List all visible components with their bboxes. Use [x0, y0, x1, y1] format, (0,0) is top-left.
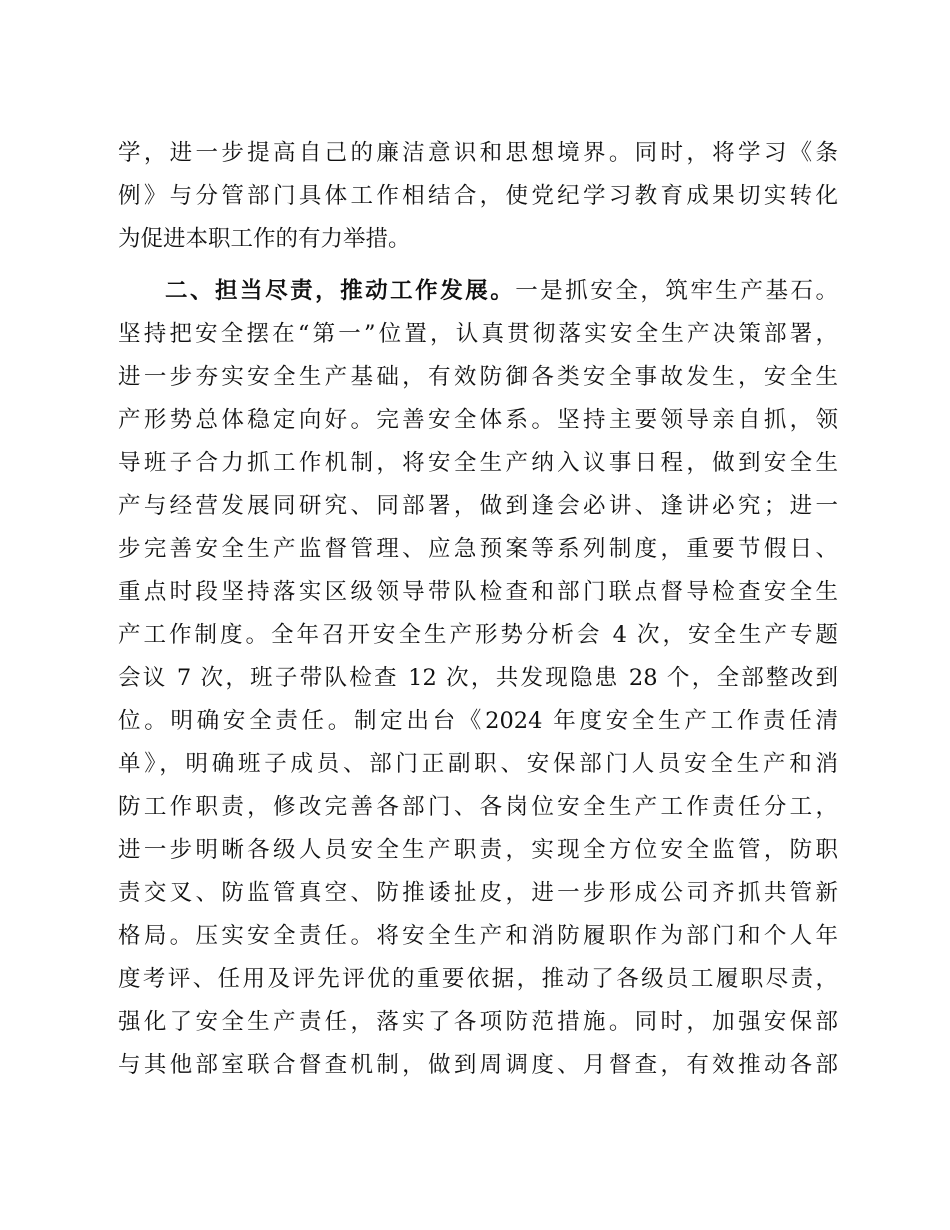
- text-line: 会议 7 次，班子带队检查 12 次，共发现隐患 28 个，全部整改到: [118, 665, 838, 691]
- text-line: 产形势总体稳定向好。完善安全体系。坚持主要领导亲自抓，领: [118, 407, 838, 433]
- text-line: 进一步明晰各级人员安全生产职责，实现全方位安全监管，防职: [118, 837, 838, 863]
- document-body: [118, 132, 838, 1087]
- text-line: 防工作职责，修改完善各部门、各岗位安全生产工作责任分工，: [118, 794, 838, 820]
- text-line: 强化了安全生产责任，落实了各项防范措施。同时，加强安保部: [118, 1009, 838, 1035]
- text-line: 步完善安全生产监督管理、应急预案等系列制度，重要节假日、: [118, 536, 838, 562]
- text-line-first: [118, 270, 838, 313]
- section-heading: 二、担当尽责，推动工作发展。: [165, 278, 516, 304]
- paragraph-section-two: [118, 270, 838, 1087]
- text-line: 产与经营发展同研究、同部署，做到逢会必讲、逢讲必究；进一: [118, 493, 838, 519]
- text-line: 度考评、任用及评先评优的重要依据，推动了各级员工履职尽责，: [118, 966, 838, 992]
- text-line: 学，进一步提高自己的廉洁意识和思想境界。同时，将学习《条: [118, 140, 838, 166]
- text-line: 导班子合力抓工作机制，将安全生产纳入议事日程，做到安全生: [118, 450, 838, 476]
- text-line: 格局。压实安全责任。将安全生产和消防履职作为部门和个人年: [118, 923, 838, 949]
- text-line: 单》，明确班子成员、部门正副职、安保部门人员安全生产和消: [118, 751, 838, 777]
- paragraph-gap: [118, 261, 838, 270]
- text-line: 位。明确安全责任。制定出台《2024 年度安全生产工作责任清: [118, 708, 838, 734]
- text-line: 例》与分管部门具体工作相结合，使党纪学习教育成果切实转化: [118, 183, 838, 209]
- text-line: 产工作制度。全年召开安全生产形势分析会 4 次，安全生产专题: [118, 622, 838, 648]
- text-line: 责交叉、防监管真空、防推诿扯皮，进一步形成公司齐抓共管新: [118, 880, 838, 906]
- text-line: 进一步夯实安全生产基础，有效防御各类安全事故发生，安全生: [118, 364, 838, 390]
- text-line: 与其他部室联合督查机制，做到周调度、月督查，有效推动各部: [118, 1052, 838, 1078]
- text-line: 重点时段坚持落实区级领导带队检查和部门联点督导检查安全生: [118, 579, 838, 605]
- text-line: 坚持把安全摆在“第一”位置，认真贯彻落实安全生产决策部署，: [118, 321, 838, 347]
- section-intro: 一是抓安全，筑牢生产基石。: [515, 278, 838, 304]
- paragraph-continuation: [118, 132, 838, 261]
- text-line: 为促进本职工作的有力举措。: [118, 226, 411, 252]
